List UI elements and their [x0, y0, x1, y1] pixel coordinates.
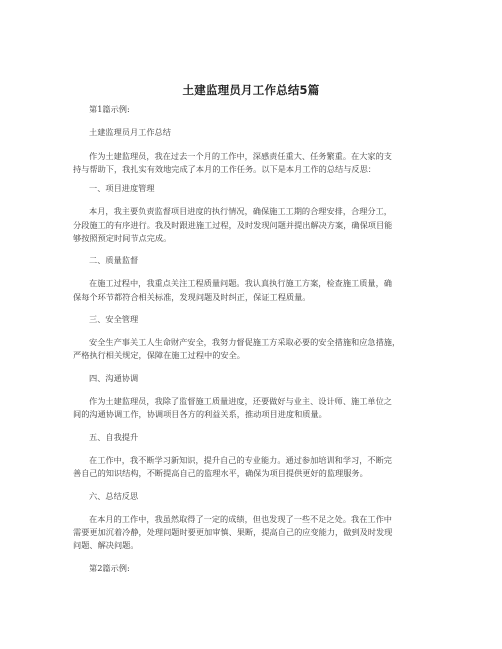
section-5-line-2: 善自己的知识结构，不断提高自己的监理水平，确保为项目提供更好的监理服务。: [73, 468, 368, 478]
section-2-heading: 二、质量监督: [89, 255, 139, 265]
section-4-heading: 四、沟通协调: [89, 373, 139, 383]
section-2-line-1: 在施工过程中，我重点关注工程质量问题。我认真执行施工方案，检查施工质量，确: [89, 278, 392, 288]
section-6-line-1: 在本月的工作中，我虽然取得了一定的成绩，但也发现了一些不足之处。我在工作中: [89, 514, 392, 524]
section-1-heading: 一、项目进度管理: [89, 183, 155, 193]
subtitle: 土建监理员月工作总结: [89, 127, 171, 137]
example-1-label: 第1篇示例:: [89, 104, 130, 114]
document-title: 土建监理员月工作总结5篇: [182, 83, 320, 97]
section-5-heading: 五、自我提升: [89, 432, 139, 442]
section-1-line-1: 本月，我主要负责监督项目进度的执行情况，确保施工工期的合理安排，合理分工，: [89, 206, 392, 216]
section-6-line-3: 问题、解决问题。: [73, 540, 139, 550]
section-2-line-2: 保每个环节都符合相关标准，发现问题及时纠正，保证工程质量。: [73, 292, 311, 302]
intro-line-2: 持与帮助下，我扎实有效地完成了本月的工作任务。以下是本月工作的总结与反思：: [73, 164, 376, 174]
section-5-line-1: 在工作中，我不断学习新知识，提升自己的专业能力。通过参加培训和学习，不断完: [89, 455, 392, 465]
section-6-line-2: 需要更加沉着冷静，处理问题时要更加审慎、果断，提高自己的应变能力，做到及时发现: [73, 527, 393, 537]
section-4-line-2: 间的沟通协调工作，协调项目各方的利益关系，推动项目进度和质量。: [73, 409, 327, 419]
section-3-line-1: 安全生产事关工人生命财产安全，我努力督促施工方采取必要的安全措施和应急措施，: [89, 337, 401, 347]
example-2-label: 第2篇示例:: [89, 563, 130, 573]
section-1-line-2: 分段施工的有序进行。我及时跟进施工过程，及时发现问题并提出解决方案，确保项目能: [73, 220, 393, 230]
section-3-line-2: 严格执行相关规定，保障在施工过程中的安全。: [73, 350, 245, 360]
section-4-line-1: 作为土建监理员，我除了监督施工质量进度，还要做好与业主、设计师、施工单位之: [89, 396, 392, 406]
intro-line-1: 作为土建监理员，我在过去一个月的工作中，深感责任重大、任务繁重。在大家的支: [89, 151, 392, 161]
section-3-heading: 三、安全管理: [89, 314, 139, 324]
section-1-line-3: 够按照预定时间节点完成。: [73, 233, 172, 243]
section-6-heading: 六、总结反思: [89, 491, 139, 501]
